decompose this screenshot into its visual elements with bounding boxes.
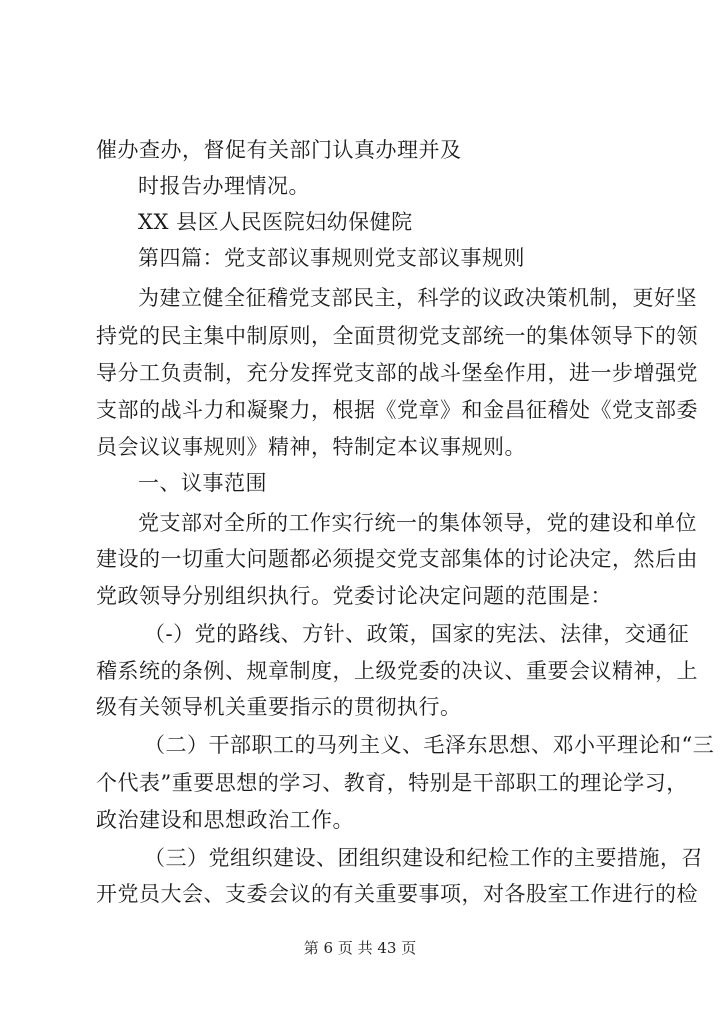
body-line: 党政领导分别组织执行。党委讨论决定问题的范围是： bbox=[96, 584, 612, 608]
body-line: 个代表”重要思想的学习、教育，特别是干部职工的理论学习， bbox=[96, 771, 688, 795]
body-line: 稽系统的条例、规章制度，上级党委的决议、重要会议精神，上 bbox=[96, 659, 698, 683]
list-item-line: （-）党的路线、方针、政策，国家的宪法、法律，交通征 bbox=[144, 622, 690, 646]
body-line: 导分工负责制，充分发挥党支部的战斗堡垒作用，进一步增强党 bbox=[96, 361, 698, 385]
body-line: 建设的一切重大问题都必须提交党支部集体的讨论决定，然后由 bbox=[96, 547, 698, 571]
list-item-line: （二）干部职工的马列主义、毛泽东思想、邓小平理论和“三 bbox=[144, 733, 715, 757]
body-line: 级有关领导机关重要指示的贯彻执行。 bbox=[96, 695, 462, 719]
subsection-heading: 一、议事范围 bbox=[138, 471, 267, 495]
body-line: XX 县区人民医院妇幼保健院 bbox=[138, 210, 413, 234]
body-line: 催办查办，督促有关部门认真办理并及 bbox=[96, 138, 462, 162]
body-line: 时报告办理情况。 bbox=[138, 174, 310, 198]
body-line: 开党员大会、支委会议的有关重要事项，对各股室工作进行的检 bbox=[96, 882, 698, 906]
body-line: 党支部对全所的工作实行统一的集体领导，党的建设和单位 bbox=[138, 511, 697, 535]
page-footer: 第 6 页 共 43 页 bbox=[303, 939, 417, 957]
body-line: 持党的民主集中制原则，全面贯彻党支部统一的集体领导下的领 bbox=[96, 324, 698, 348]
body-line: 支部的战斗力和凝聚力，根据《党章》和金昌征稽处《党支部委 bbox=[96, 398, 698, 422]
body-line: 为建立健全征稽党支部民主，科学的议政决策机制，更好坚 bbox=[138, 286, 697, 310]
body-line: 员会议议事规则》精神，特制定本议事规则。 bbox=[96, 435, 526, 459]
list-item-line: （三）党组织建设、团组织建设和纪检工作的主要措施，召 bbox=[144, 846, 703, 870]
body-line: 政治建设和思想政治工作。 bbox=[96, 808, 354, 832]
section-heading: 第四篇：党支部议事规则党支部议事规则 bbox=[138, 246, 525, 270]
